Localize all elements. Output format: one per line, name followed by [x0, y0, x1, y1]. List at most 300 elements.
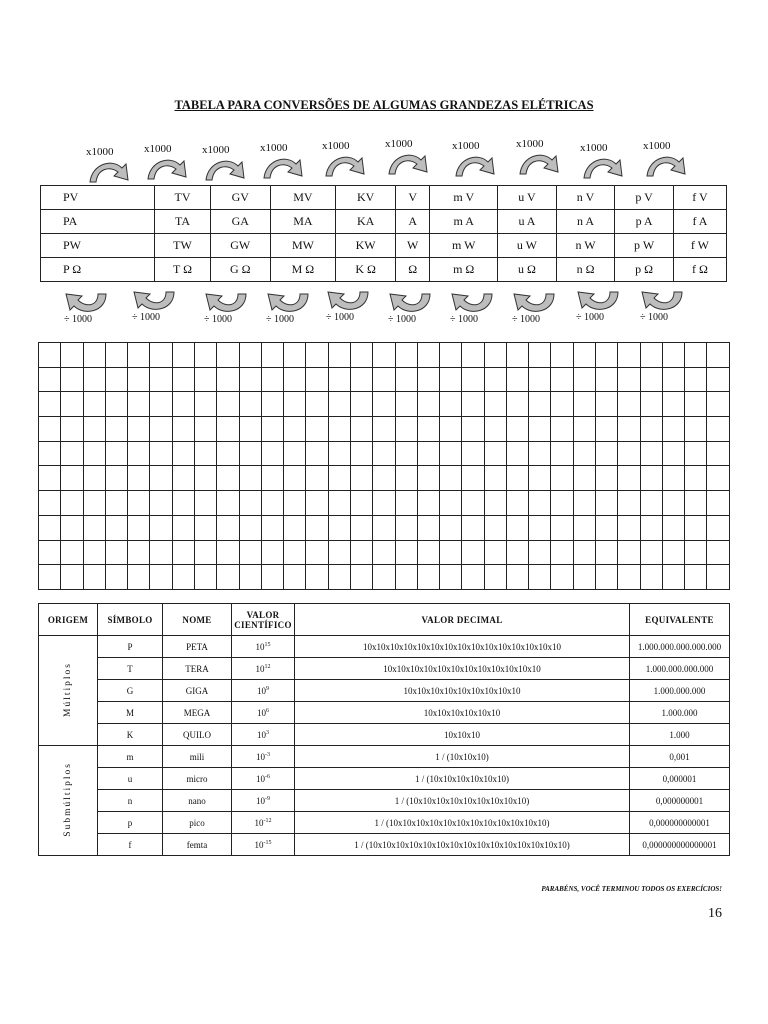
grid-cell — [662, 367, 684, 392]
unit-cell: GW — [210, 234, 270, 258]
divide-arrow — [572, 290, 632, 330]
curved-arrow-right-icon — [643, 150, 691, 180]
name-cell: PETA — [163, 636, 232, 658]
grid-cell — [707, 466, 730, 491]
grid-cell — [596, 540, 618, 565]
grid-cell — [707, 441, 730, 466]
unit-row — [41, 186, 727, 210]
multiply-arrow — [516, 138, 576, 178]
unit-cell: G Ω — [210, 258, 270, 282]
grid-cell — [707, 515, 730, 540]
unit-cell: m A — [430, 210, 498, 234]
grid-cell — [39, 565, 61, 590]
scientific-base: 10 — [257, 729, 266, 740]
grid-cell — [328, 540, 350, 565]
grid-cell — [551, 417, 573, 442]
grid-cell — [685, 540, 707, 565]
unit-cell: f Ω — [673, 258, 726, 282]
grid-cell — [551, 343, 573, 368]
grid-cell — [506, 392, 528, 417]
prefix-row — [39, 702, 730, 724]
prefix-table-header — [39, 604, 730, 636]
grid-cell — [261, 466, 283, 491]
grid-cell — [685, 466, 707, 491]
multiply-label: x1000 — [580, 142, 608, 154]
grid-cell — [217, 565, 239, 590]
multiply-arrow — [144, 143, 204, 183]
unit-cell: A — [396, 210, 430, 234]
grid-cell — [707, 491, 730, 516]
grid-cell — [484, 441, 506, 466]
grid-cell — [596, 392, 618, 417]
grid-cell — [83, 491, 105, 516]
divide-arrow — [262, 292, 322, 332]
divide-label: ÷ 1000 — [132, 312, 160, 323]
grid-cell — [551, 515, 573, 540]
grid-cell — [350, 515, 372, 540]
grid-cell — [417, 565, 439, 590]
scientific-exponent: 15 — [264, 641, 271, 648]
scientific-base: 10 — [255, 663, 265, 674]
unit-cell: M Ω — [270, 258, 335, 282]
equivalent-cell: 0,000001 — [630, 768, 730, 790]
name-cell: mili — [163, 746, 232, 768]
equivalent-cell: 0,001 — [630, 746, 730, 768]
prefix-row — [39, 834, 730, 856]
grid-cell — [618, 515, 640, 540]
curved-arrow-right-icon — [452, 150, 500, 180]
grid-cell — [172, 491, 194, 516]
grid-cell — [150, 441, 172, 466]
unit-cell: u W — [498, 234, 557, 258]
prefix-row — [39, 724, 730, 746]
scientific-cell — [232, 768, 295, 790]
curved-arrow-right-icon — [202, 154, 250, 184]
prefix-row — [39, 658, 730, 680]
multiply-arrow — [260, 142, 320, 182]
grid-cell — [685, 565, 707, 590]
grid-cell — [39, 515, 61, 540]
grid-cell — [640, 367, 662, 392]
equivalent-cell: 1.000 — [630, 724, 730, 746]
grid-cell — [640, 392, 662, 417]
grid-cell — [350, 491, 372, 516]
grid-cell — [551, 565, 573, 590]
grid-cell — [350, 367, 372, 392]
grid-cell — [440, 491, 462, 516]
grid-cell — [261, 417, 283, 442]
grid-cell — [261, 491, 283, 516]
curved-arrow-right-icon — [322, 150, 370, 180]
grid-cell — [395, 392, 417, 417]
grid-cell — [618, 466, 640, 491]
grid-cell — [373, 417, 395, 442]
grid-cell — [194, 392, 216, 417]
multiply-label: x1000 — [516, 138, 544, 150]
grid-cell — [529, 466, 551, 491]
grid-cell — [596, 417, 618, 442]
grid-cell — [261, 540, 283, 565]
grid-cell — [573, 392, 595, 417]
unit-cell: TV — [155, 186, 211, 210]
grid-cell — [217, 540, 239, 565]
curved-arrow-right-icon — [260, 152, 308, 182]
grid-cell — [39, 491, 61, 516]
grid-cell — [261, 565, 283, 590]
unit-cell: TW — [155, 234, 211, 258]
grid-cell — [373, 441, 395, 466]
grid-cell — [462, 540, 484, 565]
grid-cell — [105, 367, 127, 392]
grid-cell — [707, 367, 730, 392]
unit-cell: p V — [615, 186, 674, 210]
grid-cell — [128, 491, 150, 516]
unit-cell: m V — [430, 186, 498, 210]
grid-cell — [239, 441, 261, 466]
page-title: TABELA PARA CONVERSÕES DE ALGUMAS GRANDEZAS ELÉTRICAS — [174, 98, 594, 112]
name-cell: nano — [163, 790, 232, 812]
decimal-cell: 10x10x10x10x10x10x10x10x10x10x10x10x10x10x10 — [295, 636, 630, 658]
group-label: Múltiplos — [63, 662, 73, 717]
grid-cell — [462, 343, 484, 368]
grid-cell — [39, 392, 61, 417]
unit-cell: KA — [336, 210, 396, 234]
grid-cell — [618, 565, 640, 590]
prefix-row — [39, 812, 730, 834]
grid-cell — [618, 417, 640, 442]
equivalent-cell: 1.000.000.000.000.000 — [630, 636, 730, 658]
name-cell: pico — [163, 812, 232, 834]
symbol-cell: f — [98, 834, 163, 856]
grid-cell — [61, 515, 83, 540]
grid-cell — [306, 491, 328, 516]
multiply-label: x1000 — [144, 143, 172, 155]
grid-cell — [306, 540, 328, 565]
grid-cell — [529, 367, 551, 392]
header-equivalente: EQUIVALENTE — [630, 604, 730, 636]
unit-cell: MW — [270, 234, 335, 258]
scientific-base: 10 — [256, 751, 265, 762]
grid-cell — [128, 565, 150, 590]
grid-cell — [417, 491, 439, 516]
unit-row — [41, 234, 727, 258]
grid-cell — [707, 540, 730, 565]
grid-cell — [217, 343, 239, 368]
unit-cell: m W — [430, 234, 498, 258]
header-valor-cientifico: VALOR CIENTÍFICO — [232, 604, 295, 636]
grid-cell — [261, 441, 283, 466]
grid-row — [39, 491, 730, 516]
grid-cell — [306, 565, 328, 590]
grid-cell — [440, 565, 462, 590]
grid-cell — [529, 540, 551, 565]
grid-cell — [284, 491, 306, 516]
grid-cell — [573, 441, 595, 466]
grid-row — [39, 417, 730, 442]
divide-label: ÷ 1000 — [576, 312, 604, 323]
name-cell: QUILO — [163, 724, 232, 746]
grid-row — [39, 565, 730, 590]
grid-cell — [350, 417, 372, 442]
grid-cell — [618, 343, 640, 368]
divide-arrow — [322, 290, 382, 330]
grid-cell — [83, 441, 105, 466]
divide-arrow — [200, 292, 260, 332]
group-multiplos — [39, 636, 98, 746]
grid-cell — [551, 367, 573, 392]
grid-cell — [284, 540, 306, 565]
unit-cell: GA — [210, 210, 270, 234]
grid-cell — [194, 367, 216, 392]
unit-cell: n A — [556, 210, 615, 234]
grid-row — [39, 466, 730, 491]
grid-cell — [395, 466, 417, 491]
name-cell: GIGA — [163, 680, 232, 702]
unit-cell: n W — [556, 234, 615, 258]
equivalent-cell: 0,000000000001 — [630, 812, 730, 834]
grid-cell — [83, 565, 105, 590]
grid-cell — [506, 565, 528, 590]
unit-cell: PW — [41, 234, 155, 258]
grid-cell — [328, 417, 350, 442]
grid-cell — [707, 392, 730, 417]
grid-cell — [128, 466, 150, 491]
grid-cell — [150, 565, 172, 590]
grid-cell — [284, 367, 306, 392]
grid-cell — [284, 417, 306, 442]
grid-cell — [395, 491, 417, 516]
grid-cell — [261, 515, 283, 540]
unit-cell: f V — [673, 186, 726, 210]
symbol-cell: M — [98, 702, 163, 724]
grid-cell — [573, 417, 595, 442]
grid-cell — [462, 515, 484, 540]
divide-label: ÷ 1000 — [204, 314, 232, 325]
grid-cell — [217, 417, 239, 442]
grid-cell — [529, 343, 551, 368]
grid-cell — [328, 441, 350, 466]
multiply-arrow — [86, 146, 146, 186]
divide-label: ÷ 1000 — [326, 312, 354, 323]
scientific-exponent: -6 — [265, 773, 270, 780]
scientific-cell — [232, 680, 295, 702]
grid-cell — [640, 540, 662, 565]
grid-cell — [105, 515, 127, 540]
grid-cell — [685, 417, 707, 442]
grid-cell — [506, 367, 528, 392]
grid-cell — [551, 540, 573, 565]
grid-cell — [662, 441, 684, 466]
grid-cell — [350, 466, 372, 491]
grid-cell — [373, 515, 395, 540]
grid-cell — [440, 343, 462, 368]
grid-cell — [484, 343, 506, 368]
unit-row — [41, 258, 727, 282]
grid-cell — [83, 515, 105, 540]
grid-cell — [529, 515, 551, 540]
decimal-cell: 10x10x10x10x10x10 — [295, 702, 630, 724]
grid-cell — [61, 466, 83, 491]
grid-cell — [150, 417, 172, 442]
grid-cell — [573, 491, 595, 516]
divide-arrow — [446, 292, 506, 332]
grid-cell — [306, 515, 328, 540]
grid-cell — [172, 417, 194, 442]
grid-cell — [39, 540, 61, 565]
unit-cell: u Ω — [498, 258, 557, 282]
grid-cell — [284, 392, 306, 417]
grid-cell — [105, 466, 127, 491]
grid-cell — [373, 466, 395, 491]
multiply-label: x1000 — [202, 144, 230, 156]
grid-cell — [373, 491, 395, 516]
grid-cell — [284, 441, 306, 466]
scientific-base: 10 — [256, 773, 265, 784]
grid-cell — [328, 491, 350, 516]
grid-cell — [61, 343, 83, 368]
grid-cell — [172, 466, 194, 491]
scientific-base: 10 — [254, 839, 264, 850]
divide-label: ÷ 1000 — [64, 314, 92, 325]
grid-cell — [618, 540, 640, 565]
group-label: Submúltiplos — [63, 762, 73, 837]
grid-cell — [551, 466, 573, 491]
grid-cell — [61, 417, 83, 442]
grid-cell — [284, 466, 306, 491]
grid-cell — [662, 343, 684, 368]
grid-cell — [596, 441, 618, 466]
unit-cell: Ω — [396, 258, 430, 282]
equivalent-cell: 1.000.000.000.000 — [630, 658, 730, 680]
grid-cell — [417, 466, 439, 491]
grid-cell — [618, 441, 640, 466]
grid-cell — [440, 367, 462, 392]
header-valor-decimal: VALOR DECIMAL — [295, 604, 630, 636]
grid-cell — [150, 466, 172, 491]
grid-row — [39, 367, 730, 392]
divide-arrow — [636, 290, 696, 330]
grid-cell — [506, 491, 528, 516]
grid-cell — [707, 417, 730, 442]
scientific-base: 10 — [257, 707, 266, 718]
decimal-cell: 10x10x10x10x10x10x10x10x10x10x10x10 — [295, 658, 630, 680]
name-cell: TERA — [163, 658, 232, 680]
grid-cell — [83, 466, 105, 491]
grid-cell — [417, 515, 439, 540]
name-cell: femta — [163, 834, 232, 856]
grid-cell — [83, 417, 105, 442]
name-cell: micro — [163, 768, 232, 790]
grid-cell — [284, 515, 306, 540]
divide-label: ÷ 1000 — [640, 312, 668, 323]
scientific-exponent: -15 — [263, 839, 272, 846]
grid-cell — [284, 343, 306, 368]
grid-cell — [239, 491, 261, 516]
grid-cell — [306, 417, 328, 442]
grid-cell — [105, 417, 127, 442]
group-submultiplos — [39, 746, 98, 856]
scientific-exponent: 3 — [266, 729, 269, 736]
grid-cell — [328, 343, 350, 368]
unit-cell: V — [396, 186, 430, 210]
multiply-label: x1000 — [86, 146, 114, 158]
grid-cell — [506, 343, 528, 368]
unit-cell: u V — [498, 186, 557, 210]
grid-cell — [440, 515, 462, 540]
unit-cell: T Ω — [155, 258, 211, 282]
grid-cell — [596, 565, 618, 590]
prefix-row — [39, 636, 730, 658]
grid-cell — [83, 540, 105, 565]
grid-cell — [685, 343, 707, 368]
unit-cell: m Ω — [430, 258, 498, 282]
grid-cell — [551, 491, 573, 516]
symbol-cell: T — [98, 658, 163, 680]
grid-cell — [172, 565, 194, 590]
grid-cell — [551, 392, 573, 417]
grid-cell — [596, 466, 618, 491]
unit-cell: f A — [673, 210, 726, 234]
grid-cell — [239, 466, 261, 491]
grid-cell — [83, 392, 105, 417]
grid-cell — [417, 367, 439, 392]
unit-cell: KW — [336, 234, 396, 258]
grid-cell — [150, 540, 172, 565]
grid-cell — [306, 392, 328, 417]
grid-cell — [217, 466, 239, 491]
grid-cell — [484, 565, 506, 590]
symbol-cell: P — [98, 636, 163, 658]
grid-cell — [618, 392, 640, 417]
grid-cell — [685, 441, 707, 466]
grid-cell — [194, 515, 216, 540]
grid-cell — [685, 491, 707, 516]
grid-cell — [261, 343, 283, 368]
grid-cell — [417, 417, 439, 442]
scientific-base: 10 — [255, 641, 265, 652]
grid-cell — [640, 466, 662, 491]
grid-cell — [83, 343, 105, 368]
equivalent-cell: 0,000000001 — [630, 790, 730, 812]
grid-cell — [128, 540, 150, 565]
grid-cell — [328, 565, 350, 590]
divide-label: ÷ 1000 — [512, 314, 540, 325]
grid-cell — [328, 367, 350, 392]
grid-cell — [484, 515, 506, 540]
grid-cell — [596, 491, 618, 516]
divide-label: ÷ 1000 — [266, 314, 294, 325]
grid-cell — [239, 565, 261, 590]
unit-cell: K Ω — [336, 258, 396, 282]
grid-cell — [194, 343, 216, 368]
grid-cell — [506, 540, 528, 565]
decimal-cell: 10x10x10 — [295, 724, 630, 746]
grid-cell — [39, 466, 61, 491]
grid-cell — [194, 565, 216, 590]
decimal-cell: 10x10x10x10x10x10x10x10x10 — [295, 680, 630, 702]
multiply-arrow — [452, 140, 512, 180]
grid-cell — [662, 466, 684, 491]
grid-cell — [105, 392, 127, 417]
grid-cell — [662, 565, 684, 590]
multiply-arrow — [643, 140, 703, 180]
grid-cell — [462, 466, 484, 491]
grid-cell — [239, 367, 261, 392]
grid-cell — [373, 367, 395, 392]
grid-cell — [506, 515, 528, 540]
grid-cell — [685, 515, 707, 540]
grid-row — [39, 392, 730, 417]
